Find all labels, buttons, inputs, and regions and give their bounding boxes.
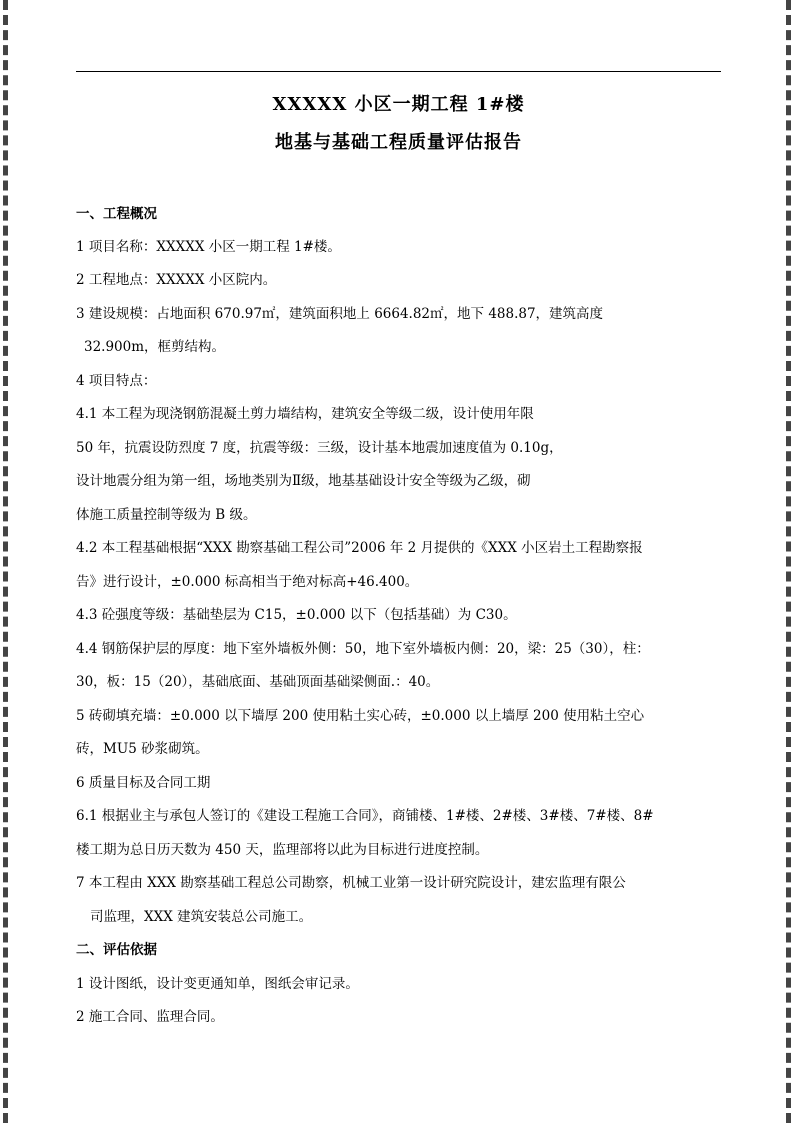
- paragraph-line: 4.4 钢筋保护层的厚度：地下室外墙板外侧：50，地下室外墙板内侧：20，梁：25（30），柱：: [76, 641, 650, 657]
- paragraph-line: 32.900m，框剪结构。: [84, 339, 226, 355]
- section-heading-basis: 二、评估依据: [76, 942, 157, 958]
- section-heading-overview: 一、工程概况: [76, 206, 157, 222]
- paragraph-line: 设计地震分组为第一组，场地类别为Ⅱ级，地基基础设计安全等级为乙级，砌: [76, 473, 531, 489]
- paragraph-line: 7 本工程由 XXX 勘察基础工程总公司勘察，机械工业第一设计研究院设计，建宏监理有限公: [76, 875, 626, 891]
- paragraph-line: 4.1 本工程为现浇钢筋混凝土剪力墙结构，建筑安全等级二级，设计使用年限: [76, 406, 534, 422]
- right-dashed-border: [786, 0, 791, 1123]
- paragraph-line: 4 项目特点：: [76, 373, 157, 389]
- paragraph-line: 3 建设规模：占地面积 670.97㎡，建筑面积地上 6664.82㎡，地下 488.87，建筑高度: [76, 306, 604, 322]
- header-rule: [76, 71, 721, 72]
- paragraph-line: 楼工期为总日历天数为 450 天，监理部将以此为目标进行进度控制。: [76, 842, 489, 858]
- paragraph-line: 6 质量目标及合同工期: [76, 775, 211, 791]
- paragraph-line: 30，板：15（20），基础底面、基础顶面基础梁侧面.：40。: [76, 674, 440, 690]
- paragraph-line: 50 年，抗震设防烈度 7 度，抗震等级：三级，设计基本地震加速度值为 0.10g，: [76, 440, 563, 456]
- paragraph-line: 2 工程地点：XXXXX 小区院内。: [76, 272, 277, 288]
- paragraph-line: 告》进行设计，±0.000 标高相当于绝对标高+46.400。: [76, 574, 419, 590]
- doc-title-line2: 地基与基础工程质量评估报告: [275, 132, 522, 153]
- paragraph-line: 4.2 本工程基础根据“XXX 勘察基础工程公司”2006 年 2 月提供的《XXX 小区岩土工程勘察报: [76, 540, 643, 556]
- paragraph-line: 6.1 根据业主与承包人签订的《建设工程施工合同》，商铺楼、1#楼、2#楼、3#楼、7#楼、8#: [76, 808, 654, 824]
- doc-title-line1: XXXXX 小区一期工程 1#楼: [272, 94, 525, 115]
- left-dashed-border: [3, 0, 8, 1123]
- paragraph-line: 5 砖砌填充墙：±0.000 以下墙厚 200 使用粘土实心砖，±0.000 以上墙厚 200 使用粘土空心: [76, 708, 645, 724]
- paragraph-line: 1 设计图纸，设计变更通知单，图纸会审记录。: [76, 976, 359, 992]
- paragraph-line: 1 项目名称：XXXXX 小区一期工程 1#楼。: [76, 239, 341, 255]
- paragraph-line: 司监理，XXX 建筑安装总公司施工。: [90, 909, 313, 925]
- paragraph-line: 砖，MU5 砂浆砌筑。: [76, 741, 209, 757]
- paragraph-line: 2 施工合同、监理合同。: [76, 1009, 224, 1025]
- paragraph-line: 体施工质量控制等级为 B 级。: [76, 507, 257, 523]
- paragraph-line: 4.3 砼强度等级：基础垫层为 C15，±0.000 以下（包括基础）为 C30。: [76, 607, 517, 623]
